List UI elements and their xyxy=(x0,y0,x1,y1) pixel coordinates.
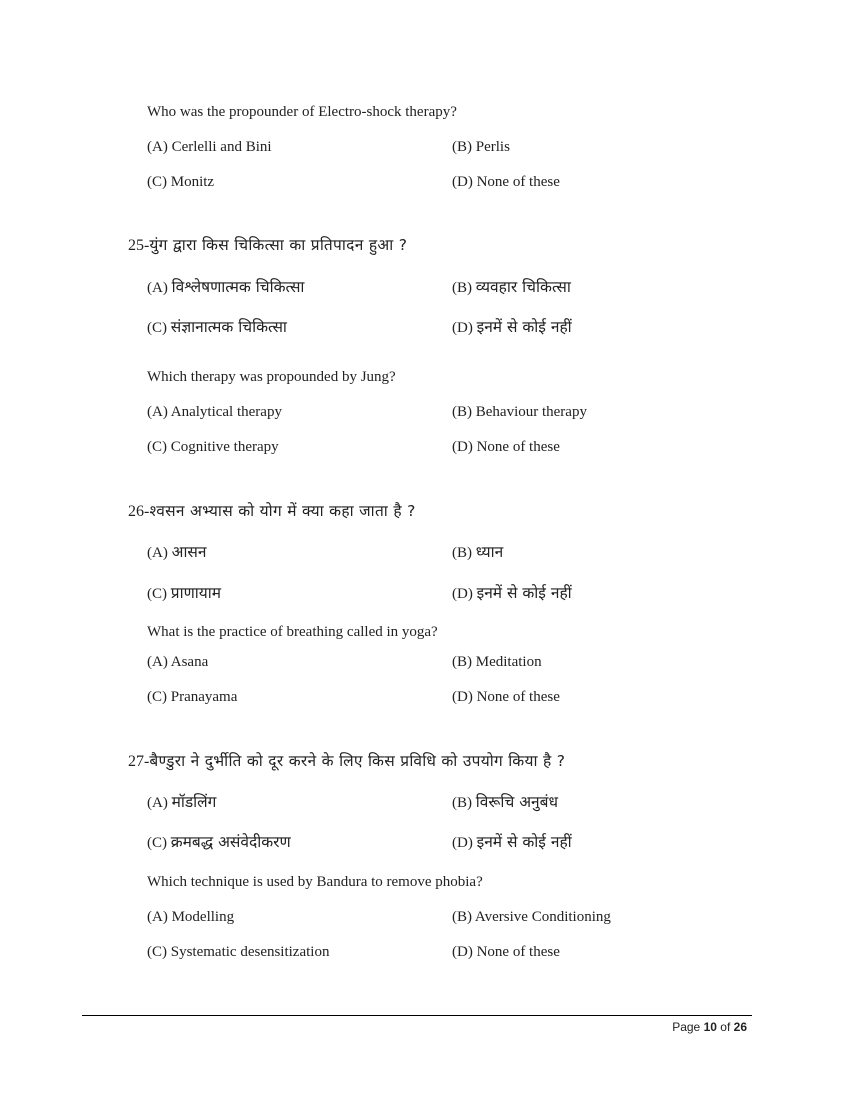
option-label: (D) xyxy=(452,320,473,336)
q27-option-d: (D) None of these xyxy=(452,944,560,960)
q25-english-question: Which therapy was propounded by Jung? xyxy=(147,369,396,385)
q24-option-d: (D) None of these xyxy=(452,174,560,190)
option-text: आसन xyxy=(171,543,207,561)
option-label: (D) xyxy=(452,835,473,851)
q24-option-c: (C) Monitz xyxy=(147,174,215,190)
option-text: इनमें से कोई नहीं xyxy=(476,318,572,336)
q26-option-c: (C) Pranayama xyxy=(147,689,238,705)
q27-hindi-option-c xyxy=(147,833,291,852)
q26-hindi-option-b xyxy=(452,543,503,562)
q25-number: 25- xyxy=(128,237,150,254)
q25-option-d: (D) None of these xyxy=(452,439,560,455)
option-label: (C) xyxy=(147,835,167,851)
option-label: (A) xyxy=(147,545,168,561)
option-label: (C) xyxy=(147,320,167,336)
q26-hindi-option-a xyxy=(147,543,207,562)
q26-english-question: What is the practice of breathing called in yoga? xyxy=(147,624,438,640)
q26-option-a: (A) Asana xyxy=(147,654,209,670)
q26-number: 26- xyxy=(128,503,150,520)
q25-hindi-option-b xyxy=(452,278,571,297)
page-word: Page xyxy=(672,1020,701,1034)
q26-hindi-question-text: श्वसन अभ्यास को योग में क्या कहा जाता है ? xyxy=(149,502,416,520)
option-label: (B) xyxy=(452,545,472,561)
option-label: (A) xyxy=(147,795,168,811)
q26-hindi-option-d xyxy=(452,584,572,603)
q24-english-question: Who was the propounder of Electro-shock therapy? xyxy=(147,104,457,120)
q26-option-b: (B) Meditation xyxy=(452,654,542,670)
q25-hindi-option-d xyxy=(452,318,572,337)
q24-option-a: (A) Cerlelli and Bini xyxy=(147,139,272,155)
option-text: विश्लेषणात्मक चिकित्सा xyxy=(171,278,305,296)
q24-option-b: (B) Perlis xyxy=(452,139,510,155)
q25-option-c: (C) Cognitive therapy xyxy=(147,439,279,455)
option-text: विरूचि अनुबंध xyxy=(475,793,559,811)
option-text: संज्ञानात्मक चिकित्सा xyxy=(170,318,287,336)
option-text: मॉडलिंग xyxy=(171,793,217,811)
q25-option-a: (A) Analytical therapy xyxy=(147,404,282,420)
q26-hindi-option-c xyxy=(147,584,221,603)
q27-hindi-option-a xyxy=(147,793,216,812)
option-text: इनमें से कोई नहीं xyxy=(476,833,572,851)
option-label: (B) xyxy=(452,280,472,296)
q25-option-b: (B) Behaviour therapy xyxy=(452,404,587,420)
of-word: of xyxy=(720,1020,731,1034)
q27-option-a: (A) Modelling xyxy=(147,909,235,925)
q27-number: 27- xyxy=(128,753,150,770)
page-total: 26 xyxy=(733,1020,747,1034)
option-text: व्यवहार चिकित्सा xyxy=(475,278,571,296)
q25-hindi-question-text: युंग द्वारा किस चिकित्सा का प्रतिपादन हुआ ? xyxy=(149,236,408,254)
q27-option-b: (B) Aversive Conditioning xyxy=(452,909,611,925)
page-number xyxy=(672,1020,747,1034)
option-text: ध्यान xyxy=(475,543,504,561)
option-label: (C) xyxy=(147,586,167,602)
q25-hindi-option-c xyxy=(147,318,287,337)
option-text: प्राणायाम xyxy=(170,584,222,602)
q27-hindi-option-d xyxy=(452,833,572,852)
q26-hindi-question xyxy=(128,501,416,522)
page-current: 10 xyxy=(703,1020,717,1034)
q26-option-d: (D) None of these xyxy=(452,689,560,705)
q25-hindi-option-a xyxy=(147,278,304,297)
q27-hindi-question xyxy=(128,751,565,772)
q27-english-question: Which technique is used by Bandura to remove phobia? xyxy=(147,874,483,890)
footer-divider xyxy=(82,1015,752,1016)
option-text: इनमें से कोई नहीं xyxy=(476,584,572,602)
q25-hindi-question xyxy=(128,235,407,256)
option-label: (D) xyxy=(452,586,473,602)
option-label: (A) xyxy=(147,280,168,296)
option-label: (B) xyxy=(452,795,472,811)
q27-hindi-option-b xyxy=(452,793,558,812)
option-text: क्रमबद्ध असंवेदीकरण xyxy=(170,833,291,851)
q27-option-c: (C) Systematic desensitization xyxy=(147,944,330,960)
q27-hindi-question-text: बैण्डुरा ने दुर्भीति को दूर करने के लिए किस प्रविधि को उपयोग किया है ? xyxy=(149,752,566,770)
